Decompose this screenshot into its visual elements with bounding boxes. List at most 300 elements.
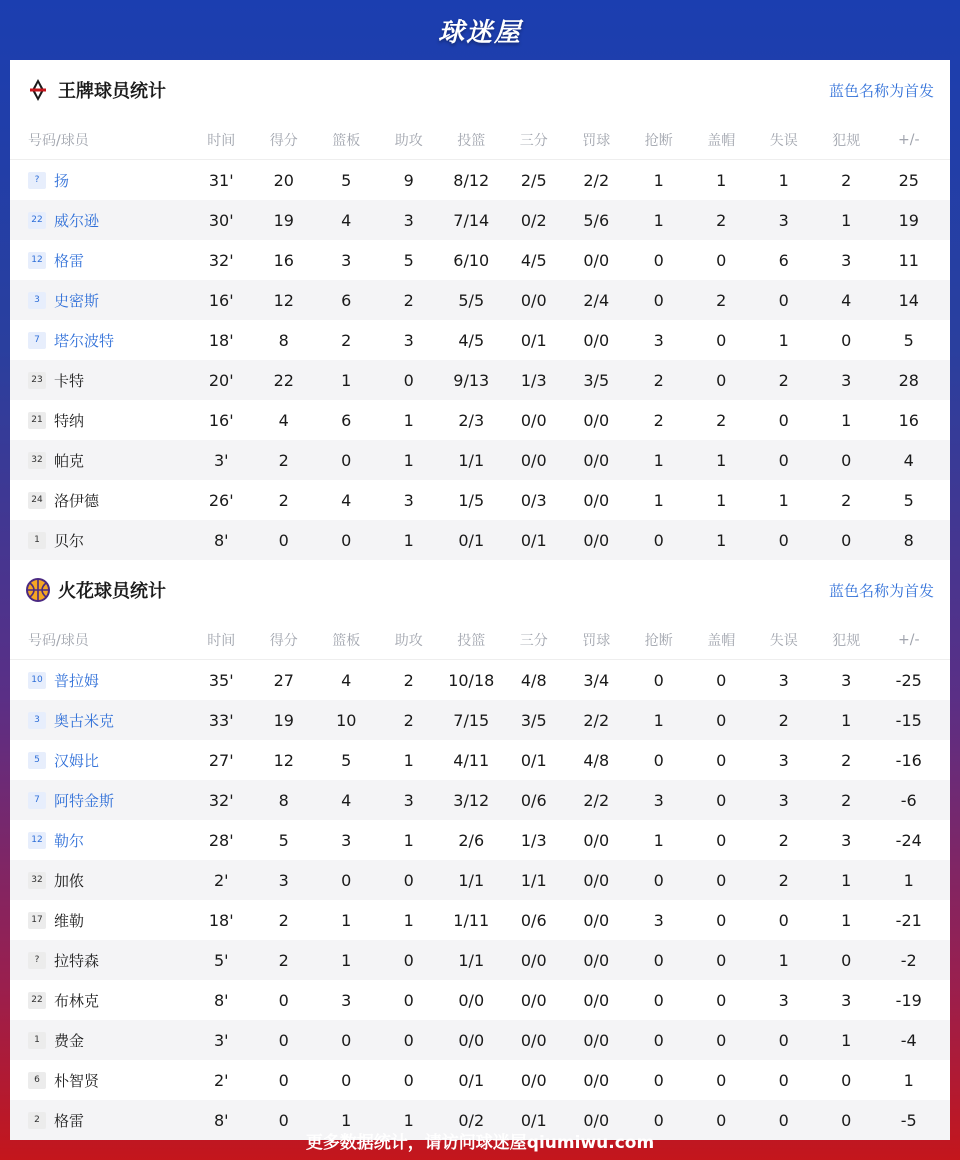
player-cell	[10, 830, 190, 851]
table-row[interactable]	[10, 700, 950, 740]
column-header: 三分	[519, 632, 548, 649]
stat-cell: 1	[778, 170, 789, 190]
stat-cell: -25	[895, 670, 922, 690]
stat-cell: 8'	[213, 990, 229, 1010]
stat-cell: 5/5	[458, 290, 485, 310]
stat-cell: 2	[716, 290, 727, 310]
stat-cell: 0	[341, 870, 352, 890]
table-row[interactable]	[10, 280, 950, 320]
stat-cell: 8	[903, 530, 914, 550]
stat-cell: 2	[278, 490, 289, 510]
stat-cell: 2	[278, 450, 289, 470]
stat-cell: 0	[653, 250, 664, 270]
stat-cell: 8'	[213, 1110, 229, 1130]
starter-legend-note: 蓝色名称为首发	[828, 581, 934, 600]
stat-cell: 1	[403, 750, 414, 770]
stat-cell: 0	[778, 1030, 789, 1050]
stat-cell: 4/8	[583, 750, 610, 770]
stat-cell: 0	[716, 750, 727, 770]
column-header: 犯规	[832, 632, 861, 649]
stat-cell: 0	[403, 870, 414, 890]
stat-cell: 32'	[208, 250, 234, 270]
stat-cell: 19	[273, 710, 294, 730]
stat-cell: 27'	[208, 750, 234, 770]
stat-cell: 1/5	[458, 490, 485, 510]
column-header: 助攻	[394, 132, 423, 149]
table-row[interactable]	[10, 440, 950, 480]
stat-cell: 0/6	[520, 790, 547, 810]
stat-cell: 1	[903, 870, 914, 890]
stat-cell: 2	[278, 950, 289, 970]
column-header: 时间	[207, 632, 236, 649]
stat-cell: 26'	[208, 490, 234, 510]
jersey-number-badge: 2	[28, 1112, 46, 1129]
stat-cell: 0/0	[583, 410, 610, 430]
stat-cell: 0	[716, 1030, 727, 1050]
stat-cell: 27	[273, 670, 294, 690]
stat-cell: 1	[841, 870, 852, 890]
stat-cell: 4/5	[458, 330, 485, 350]
table-row[interactable]	[10, 240, 950, 280]
stat-cell: 3	[778, 670, 789, 690]
stat-cell: 1	[841, 710, 852, 730]
stat-cell: 1	[778, 490, 789, 510]
stat-cell: 8	[278, 790, 289, 810]
jersey-number-badge: 3	[28, 292, 46, 309]
stat-cell: -24	[895, 830, 922, 850]
stat-cell: 1	[341, 1110, 352, 1130]
stat-cell: 0/0	[583, 1070, 610, 1090]
player-name[interactable]: 特纳	[54, 411, 85, 430]
stat-cell: 16	[273, 250, 294, 270]
stat-cell: 0	[778, 290, 789, 310]
stats-card	[10, 60, 950, 1130]
stat-cell: 2	[716, 210, 727, 230]
stat-cell: 0/0	[520, 290, 547, 310]
stat-cell: 0	[278, 990, 289, 1010]
player-cell	[10, 370, 190, 391]
stat-cell: 10	[336, 710, 357, 730]
stat-cell: 0/3	[520, 490, 547, 510]
stat-cell: 3'	[213, 1030, 229, 1050]
jersey-number-badge: 7	[28, 792, 46, 809]
stat-cell: 0	[716, 250, 727, 270]
player-name[interactable]: 加侬	[54, 871, 85, 890]
stat-cell: 7/15	[453, 710, 490, 730]
stat-cell: 3	[653, 910, 664, 930]
table-row[interactable]	[10, 160, 950, 200]
stat-cell: 2	[341, 330, 352, 350]
stat-cell: 0/0	[583, 830, 610, 850]
stat-cell: 8'	[213, 530, 229, 550]
stat-cell: 0	[341, 450, 352, 470]
jersey-number-badge: 22	[28, 212, 46, 229]
player-cell	[10, 170, 190, 191]
table-row[interactable]	[10, 740, 950, 780]
stat-cell: 2	[841, 170, 852, 190]
jersey-number-badge: 12	[28, 832, 46, 849]
stat-cell: -15	[895, 710, 922, 730]
stat-cell: 1	[716, 530, 727, 550]
sparks-logo-icon	[26, 578, 50, 602]
stat-cell: 6/10	[453, 250, 490, 270]
player-name[interactable]: 勒尔	[54, 831, 85, 850]
table-header-row	[10, 620, 950, 660]
stat-cell: 4	[903, 450, 914, 470]
stat-cell: 0/1	[520, 750, 547, 770]
column-header: 罚球	[582, 132, 611, 149]
player-cell	[10, 330, 190, 351]
stat-cell: 1	[341, 950, 352, 970]
stat-cell: 10/18	[448, 670, 495, 690]
stat-cell: 3/12	[453, 790, 490, 810]
stat-cell: 0	[716, 330, 727, 350]
stat-cell: 2	[653, 370, 664, 390]
player-name[interactable]: 贝尔	[54, 531, 85, 550]
table-row[interactable]	[10, 660, 950, 700]
stat-cell: 0	[841, 330, 852, 350]
stat-cell: 3/5	[520, 710, 547, 730]
stat-cell: 1	[716, 170, 727, 190]
brand-logo	[0, 0, 960, 60]
stat-cell: 4/11	[453, 750, 490, 770]
column-header: 得分	[269, 132, 298, 149]
stat-cell: 3/5	[583, 370, 610, 390]
stat-cell: 5/6	[583, 210, 610, 230]
player-name[interactable]: 史密斯	[54, 291, 100, 310]
column-header: 号码/球员	[28, 632, 89, 649]
stat-cell: 1	[778, 330, 789, 350]
stat-cell: 1/3	[520, 830, 547, 850]
stat-cell: 3	[841, 250, 852, 270]
stat-cell: 1/11	[453, 910, 490, 930]
stat-cell: 0/1	[458, 530, 485, 550]
table-row[interactable]	[10, 900, 950, 940]
stat-cell: 2	[778, 830, 789, 850]
stat-cell: 35'	[208, 670, 234, 690]
stat-cell: 7/14	[453, 210, 490, 230]
table-row[interactable]	[10, 860, 950, 900]
stat-cell: 0	[716, 950, 727, 970]
jersey-number-badge: ?	[28, 952, 46, 969]
player-name[interactable]: 洛伊德	[54, 491, 100, 510]
player-cell	[10, 410, 190, 431]
jersey-number-badge: ?	[28, 172, 46, 189]
table-row[interactable]	[10, 360, 950, 400]
stat-cell: 2'	[213, 870, 229, 890]
stat-cell: 1	[341, 910, 352, 930]
player-cell	[10, 910, 190, 931]
stat-cell: 2	[403, 290, 414, 310]
stat-cell: 1	[653, 450, 664, 470]
table-row[interactable]	[10, 520, 950, 560]
stat-cell: 1/1	[458, 950, 485, 970]
column-header: 犯规	[832, 132, 861, 149]
stat-cell: 3	[403, 210, 414, 230]
stat-cell: 3	[778, 210, 789, 230]
player-cell	[10, 790, 190, 811]
stat-cell: 0/0	[583, 1030, 610, 1050]
table-row[interactable]	[10, 820, 950, 860]
stat-cell: 0/0	[458, 1030, 485, 1050]
column-header: 失误	[769, 632, 798, 649]
player-name[interactable]: 格雷	[54, 251, 85, 270]
stat-cell: 0/0	[583, 530, 610, 550]
column-header: +/-	[898, 131, 920, 148]
stat-cell: 20	[273, 170, 294, 190]
stat-cell: 3	[841, 830, 852, 850]
stat-cell: 0	[778, 530, 789, 550]
stat-cell: 1	[903, 1070, 914, 1090]
player-cell	[10, 490, 190, 511]
player-name[interactable]: 帕克	[54, 451, 85, 470]
stat-cell: 3	[341, 250, 352, 270]
stat-cell: -21	[895, 910, 922, 930]
stat-cell: 3	[778, 750, 789, 770]
stat-cell: -5	[900, 1110, 917, 1130]
stat-cell: 3	[778, 790, 789, 810]
stat-cell: 0	[778, 1110, 789, 1130]
stat-cell: 2'	[213, 1070, 229, 1090]
player-cell	[10, 1070, 190, 1091]
column-header: 篮板	[332, 632, 361, 649]
stat-cell: 5	[903, 490, 914, 510]
stat-cell: 0	[653, 670, 664, 690]
stat-cell: 5	[341, 170, 352, 190]
stat-cell: 0/1	[520, 1110, 547, 1130]
jersey-number-badge: 21	[28, 412, 46, 429]
stat-cell: 1	[403, 530, 414, 550]
stat-cell: 0/0	[583, 490, 610, 510]
player-cell	[10, 710, 190, 731]
player-name[interactable]: 维勒	[54, 911, 85, 930]
stat-cell: 9	[403, 170, 414, 190]
section-title: 火花球员统计	[58, 581, 166, 602]
stat-cell: 0/6	[520, 910, 547, 930]
stat-cell: 0/0	[583, 330, 610, 350]
footer-banner[interactable]	[0, 1120, 960, 1160]
table-row[interactable]	[10, 400, 950, 440]
player-name[interactable]: 朴智贤	[54, 1071, 100, 1090]
section-title-group	[26, 577, 166, 603]
column-header: 三分	[519, 132, 548, 149]
stat-cell: 0/0	[520, 410, 547, 430]
player-name[interactable]: 格雷	[54, 1111, 85, 1130]
stat-cell: -4	[900, 1030, 917, 1050]
stat-cell: 2	[841, 490, 852, 510]
stat-cell: 3	[403, 330, 414, 350]
stat-cell: 0	[653, 750, 664, 770]
stat-cell: 1	[653, 830, 664, 850]
stat-cell: 0/1	[458, 1070, 485, 1090]
stat-cell: 0/0	[583, 870, 610, 890]
player-cell	[10, 670, 190, 691]
stat-cell: 0	[278, 530, 289, 550]
stat-cell: 9/13	[453, 370, 490, 390]
stat-cell: 1	[653, 710, 664, 730]
team-section	[10, 60, 950, 560]
stat-cell: 0/0	[583, 250, 610, 270]
stat-cell: 3	[841, 670, 852, 690]
stat-cell: 0	[716, 910, 727, 930]
stat-cell: 6	[341, 410, 352, 430]
stat-cell: 1	[841, 410, 852, 430]
stat-cell: 5	[341, 750, 352, 770]
stat-cell: 32'	[208, 790, 234, 810]
stat-cell: 0	[403, 1070, 414, 1090]
stat-cell: 25	[898, 170, 919, 190]
stat-cell: 0/0	[583, 450, 610, 470]
player-name[interactable]: 布林克	[54, 991, 100, 1010]
stat-cell: 0	[653, 1110, 664, 1130]
stat-cell: 3/4	[583, 670, 610, 690]
table-row[interactable]	[10, 940, 950, 980]
stat-cell: 1	[403, 1110, 414, 1130]
player-name[interactable]: 汉姆比	[54, 751, 100, 770]
stat-cell: 0	[716, 370, 727, 390]
jersey-number-badge: 32	[28, 452, 46, 469]
player-cell	[10, 290, 190, 311]
stat-cell: 0	[278, 1110, 289, 1130]
footer-text: 更多数据统计，请访问球迷屋qiumiwu.com	[305, 1132, 655, 1153]
column-header: 抢断	[644, 632, 673, 649]
stat-cell: 0/0	[583, 990, 610, 1010]
stat-cell: 3	[278, 870, 289, 890]
table-row[interactable]	[10, 1060, 950, 1100]
stat-cell: 1	[653, 490, 664, 510]
stat-cell: 0/0	[520, 450, 547, 470]
jersey-number-badge: 24	[28, 492, 46, 509]
stat-cell: 2	[778, 710, 789, 730]
section-header	[10, 60, 950, 120]
table-row[interactable]	[10, 480, 950, 520]
team-section	[10, 560, 950, 1140]
player-cell	[10, 250, 190, 271]
stat-cell: 0/1	[520, 330, 547, 350]
stat-cell: 0	[716, 830, 727, 850]
stat-cell: 0/0	[583, 1110, 610, 1130]
stat-cell: 0	[841, 530, 852, 550]
stat-cell: 4/8	[520, 670, 547, 690]
stat-cell: 3	[653, 790, 664, 810]
stat-cell: 5'	[213, 950, 229, 970]
stat-cell: 1	[403, 450, 414, 470]
stat-cell: 4	[841, 290, 852, 310]
brand-logo-text: 球迷屋	[437, 17, 522, 48]
stat-cell: 1	[841, 1030, 852, 1050]
stat-cell: 0	[778, 910, 789, 930]
stat-cell: -16	[895, 750, 922, 770]
stat-cell: 2/2	[583, 170, 610, 190]
stat-cell: 1	[653, 170, 664, 190]
stat-cell: 6	[778, 250, 789, 270]
stat-cell: 0	[278, 1030, 289, 1050]
player-name[interactable]: 阿特金斯	[54, 791, 115, 810]
jersey-number-badge: 17	[28, 912, 46, 929]
stat-cell: 2	[841, 790, 852, 810]
stat-cell: 30'	[208, 210, 234, 230]
player-cell	[10, 530, 190, 551]
player-name[interactable]: 威尔逊	[54, 211, 100, 230]
table-row[interactable]	[10, 780, 950, 820]
column-header: 盖帽	[707, 132, 736, 149]
column-header: 抢断	[644, 132, 673, 149]
stat-cell: 2	[778, 370, 789, 390]
stat-cell: 0	[653, 1030, 664, 1050]
stat-cell: 0	[716, 670, 727, 690]
table-row[interactable]	[10, 200, 950, 240]
stat-cell: 0	[653, 290, 664, 310]
stat-cell: 18'	[208, 330, 234, 350]
stat-cell: 4/5	[520, 250, 547, 270]
jersey-number-badge: 12	[28, 252, 46, 269]
stat-cell: 0	[716, 990, 727, 1010]
stat-cell: 0	[341, 530, 352, 550]
table-row[interactable]	[10, 320, 950, 360]
stat-cell: 8/12	[453, 170, 490, 190]
table-row[interactable]	[10, 1020, 950, 1060]
stat-cell: 3	[341, 830, 352, 850]
stat-cell: 0	[841, 1070, 852, 1090]
stat-cell: 0	[841, 1110, 852, 1130]
stat-cell: 6	[341, 290, 352, 310]
stat-cell: 1	[778, 950, 789, 970]
stat-cell: 0/0	[520, 1070, 547, 1090]
stat-cell: 2	[778, 870, 789, 890]
player-name[interactable]: 奥古米克	[54, 711, 115, 730]
stat-cell: -19	[895, 990, 922, 1010]
column-header: 篮板	[332, 132, 361, 149]
stat-cell: 3'	[213, 450, 229, 470]
stat-cell: 1/1	[520, 870, 547, 890]
player-cell	[10, 950, 190, 971]
player-name[interactable]: 塔尔波特	[54, 331, 115, 350]
stat-cell: 0/1	[520, 530, 547, 550]
jersey-number-badge: 3	[28, 712, 46, 729]
stat-cell: 0/2	[520, 210, 547, 230]
table-row[interactable]	[10, 980, 950, 1020]
stat-cell: 0/2	[458, 1110, 485, 1130]
stat-cell: 1/3	[520, 370, 547, 390]
stat-cell: 1	[653, 210, 664, 230]
stat-cell: 2/6	[458, 830, 485, 850]
player-name[interactable]: 卡特	[54, 371, 85, 390]
section-title: 王牌球员统计	[58, 81, 166, 102]
stat-cell: 0	[653, 990, 664, 1010]
stat-cell: 1	[403, 910, 414, 930]
stat-cell: 14	[898, 290, 919, 310]
stat-cell: 0	[653, 870, 664, 890]
stat-cell: 0	[778, 410, 789, 430]
player-name[interactable]: 费金	[54, 1031, 85, 1050]
column-header: 助攻	[394, 632, 423, 649]
stat-cell: 1/1	[458, 450, 485, 470]
player-name[interactable]: 拉特森	[54, 951, 100, 970]
stat-cell: 11	[898, 250, 919, 270]
stat-cell: 16'	[208, 410, 234, 430]
player-name[interactable]: 普拉姆	[54, 671, 100, 690]
stat-cell: 28	[898, 370, 919, 390]
stat-cell: 0/0	[520, 1030, 547, 1050]
stat-cell: 0/0	[583, 950, 610, 970]
stat-cell: 2	[716, 410, 727, 430]
player-name[interactable]: 扬	[54, 171, 70, 190]
stat-cell: 1	[403, 830, 414, 850]
stat-cell: 28'	[208, 830, 234, 850]
column-header: 投篮	[457, 632, 486, 649]
jersey-number-badge: 7	[28, 332, 46, 349]
column-header: 失误	[769, 132, 798, 149]
